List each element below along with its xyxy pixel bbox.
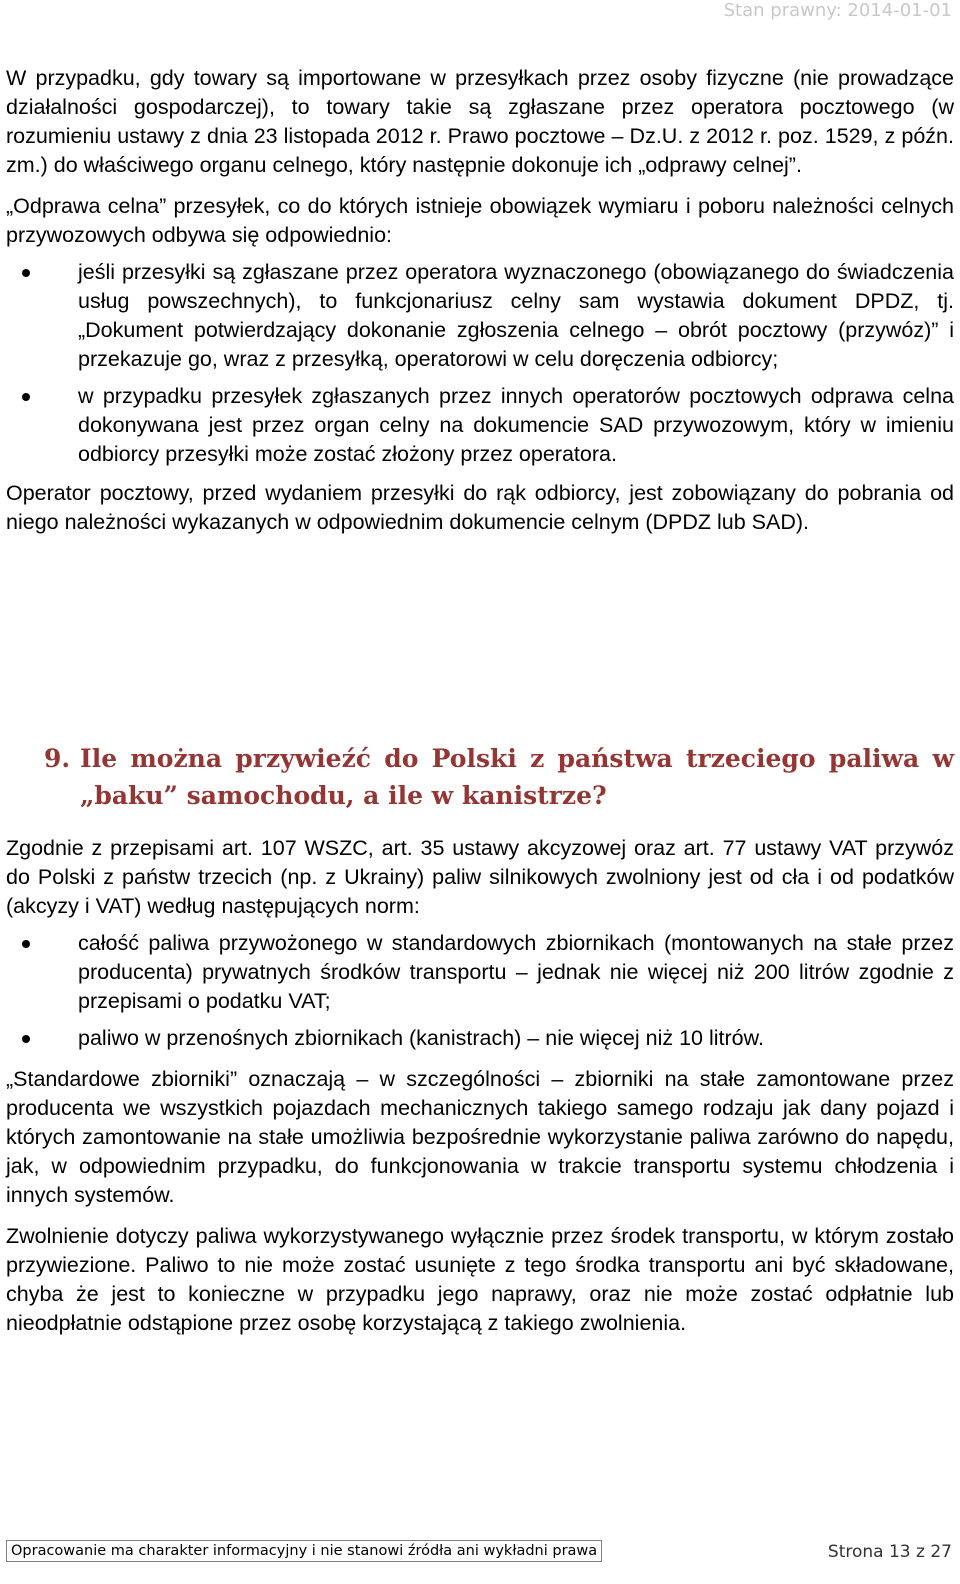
list-item: paliwo w przenośnych zbiornikach (kanistrach) – nie więcej niż 10 litrów. [6, 1024, 954, 1053]
section-title: Ile można przywieźć do Polski z państwa trzeciego paliwa w „baku” samochodu, a ile w kanistrze? [80, 744, 954, 810]
page-footer [6, 1536, 952, 1572]
list-item: całość paliwa przywożonego w standardowych zbiornikach (montowanych na stałe przez producenta) prywatnych środków transportu – jednak nie więcej niż 200 litrów zgodnie z przepisami o podatku VAT; [6, 929, 954, 1016]
paragraph-postal-import: W przypadku, gdy towary są importowane w przesyłkach przez osoby fizyczne (nie prowadzące działalności gospodarczej), to towary takie są zgłaszane przez operatora pocztowego (w rozumieniu ustawy z dnia 23 listopada 2012 r. Prawo pocztowe – Dz.U. z 2012 r. poz. 1529, z późn. zm.) do właściwego organu celnego, który następnie dokonuje ich „odprawy celnej”. [6, 66, 954, 177]
document-body-section9 [6, 834, 954, 1338]
paragraph-customs-clearance: „Odprawa celna” przesyłek, co do których istnieje obowiązek wymiaru i poboru należności celnych przywozowych odbywa się odpowiednio: [6, 194, 954, 247]
section-number: 9. [44, 744, 71, 773]
paragraph-standard-tanks: „Standardowe zbiorniki” oznaczają – w szczególności – zbiorniki na stałe zamontowane przez producenta we wszystkich pojazdach mechanicznych takiego samego rodzaju jak dany pojazd i których zamontowanie na stałe umożliwia bezpośrednie wykorzystanie paliwa zarówno do napędu, jak, w odpowiednim przypadku, do funkcjonowania w trakcie transportu systemu chłodzenia i innych systemów. [6, 1067, 954, 1207]
clearance-list [6, 258, 954, 469]
list-item: w przypadku przesyłek zgłaszanych przez innych operatorów pocztowych odprawa celna dokonywana jest przez organ celny na dokumencie SAD przywozowym, który w imieniu odbiorcy przesyłki może zostać złożony przez operatora. [6, 382, 954, 469]
paragraph-fuel-rules: Zgodnie z przepisami art. 107 WSZC, art. 35 ustawy akcyzowej oraz art. 77 ustawy VAT przywóz do Polski z państw trzecich (np. z Ukrainy) paliw silnikowych zwolniony jest od cła i od podatków (akcyzy i VAT) według następujących norm: [6, 836, 954, 918]
disclaimer-note: Opracowanie ma charakter informacyjny i nie stanowi źródła ani wykładni prawa [6, 1540, 602, 1562]
document-body-top [6, 64, 954, 537]
fuel-norms-list [6, 929, 954, 1053]
paragraph-exemption: Zwolnienie dotyczy paliwa wykorzystywanego wyłącznie przez środek transportu, w którym zostało przywiezione. Paliwo to nie może zostać usunięte z tego środka transportu ani być składowane, chyba że jest to konieczne w przypadku jego naprawy, oraz nie może zostać odpłatnie lub nieodpłatnie odstąpione przez osobę korzystającą z takiego zwolnienia. [6, 1224, 954, 1335]
document-status: Stan prawny: 2014-01-01 [723, 0, 952, 21]
section-heading [44, 740, 954, 814]
page-number: Strona 13 z 27 [827, 1542, 952, 1562]
paragraph-operator-duty: Operator pocztowy, przed wydaniem przesyłki do rąk odbiorcy, jest zobowiązany do pobrania od niego należności wykazanych w odpowiednim dokumencie celnym (DPDZ lub SAD). [6, 481, 954, 534]
list-item: jeśli przesyłki są zgłaszane przez operatora wyznaczonego (obowiązanego do świadczenia usług powszechnych), to funkcjonariusz celny sam wystawia dokument DPDZ, tj. „Dokument potwierdzający dokonanie zgłoszenia celnego – obrót pocztowy (przywóz)” i przekazuje go, wraz z przesyłką, operatorowi w celu doręczenia odbiorcy; [6, 258, 954, 374]
